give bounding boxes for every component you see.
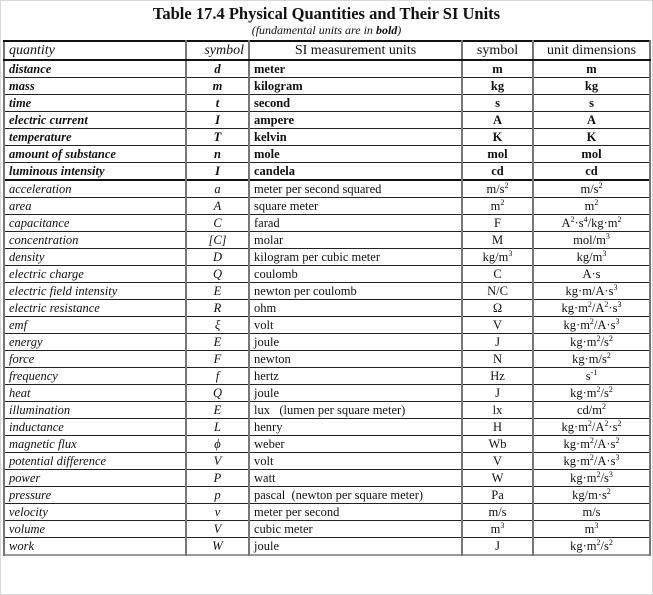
header-symbol: symbol — [186, 41, 249, 60]
cell-unit-dimensions: $kg\cdot m^2/A\cdot s^2$ — [533, 436, 650, 453]
cell-si-unit: joule — [249, 538, 462, 556]
cell-symbol: E — [186, 334, 249, 351]
table-row — [4, 487, 650, 504]
table-row — [4, 95, 650, 112]
cell-unit-symbol: Ω — [462, 300, 533, 317]
cell-unit-dimensions: mol/$m^3$ — [533, 232, 650, 249]
cell-si-unit: pascal (newton per square meter) — [249, 487, 462, 504]
header-unit-symbol: symbol — [462, 41, 533, 60]
cell-si-unit: newton per coulomb — [249, 283, 462, 300]
table-row — [4, 470, 650, 487]
cell-symbol: n — [186, 146, 249, 163]
cell-si-unit: ohm — [249, 300, 462, 317]
cell-symbol: V — [186, 521, 249, 538]
table-row — [4, 198, 650, 215]
cell-unit-symbol: $m^2$ — [462, 198, 533, 215]
cell-quantity: concentration — [4, 232, 186, 249]
cell-si-unit: square meter — [249, 198, 462, 215]
cell-si-unit: mole — [249, 146, 462, 163]
si-units-table — [3, 40, 651, 556]
table-row — [4, 129, 650, 146]
table-body — [4, 60, 650, 555]
header-unit-dimensions: unit dimensions — [533, 41, 650, 60]
table-row — [4, 266, 650, 283]
table-row — [4, 215, 650, 232]
table-row — [4, 385, 650, 402]
header-si-units: SI measurement units — [249, 41, 462, 60]
table-row — [4, 300, 650, 317]
cell-quantity: heat — [4, 385, 186, 402]
cell-quantity: frequency — [4, 368, 186, 385]
cell-unit-dimensions: $kg\cdot m^2/A^2\cdot s^2$ — [533, 419, 650, 436]
cell-si-unit: hertz — [249, 368, 462, 385]
cell-unit-dimensions: A·s — [533, 266, 650, 283]
cell-si-unit: volt — [249, 453, 462, 470]
table-row — [4, 402, 650, 419]
cell-symbol: C — [186, 215, 249, 232]
cell-quantity: force — [4, 351, 186, 368]
cell-unit-dimensions: $kg\cdot m/A\cdot s^3$ — [533, 283, 650, 300]
cell-unit-symbol: A — [462, 112, 533, 129]
cell-symbol: V — [186, 453, 249, 470]
cell-symbol: p — [186, 487, 249, 504]
cell-quantity: electric field intensity — [4, 283, 186, 300]
cell-unit-symbol: Wb — [462, 436, 533, 453]
table-row — [4, 112, 650, 129]
table-subtitle — [0, 23, 653, 37]
cell-quantity: potential difference — [4, 453, 186, 470]
cell-quantity: electric charge — [4, 266, 186, 283]
cell-unit-symbol: V — [462, 453, 533, 470]
cell-unit-symbol: $kg/m^3$ — [462, 249, 533, 266]
cell-si-unit: newton — [249, 351, 462, 368]
table-row — [4, 249, 650, 266]
cell-si-unit: watt — [249, 470, 462, 487]
cell-si-unit: weber — [249, 436, 462, 453]
cell-si-unit: meter per second squared — [249, 180, 462, 198]
cell-symbol: m — [186, 78, 249, 95]
cell-symbol: t — [186, 95, 249, 112]
cell-unit-symbol: K — [462, 129, 533, 146]
cell-unit-symbol: $m^3$ — [462, 521, 533, 538]
cell-unit-dimensions: s — [533, 95, 650, 112]
cell-unit-symbol: m — [462, 60, 533, 78]
cell-unit-symbol: V — [462, 317, 533, 334]
cell-symbol: L — [186, 419, 249, 436]
cell-unit-symbol: s — [462, 95, 533, 112]
cell-si-unit: joule — [249, 385, 462, 402]
cell-si-unit: candela — [249, 163, 462, 181]
cell-symbol: v — [186, 504, 249, 521]
cell-quantity: energy — [4, 334, 186, 351]
cell-unit-symbol: J — [462, 385, 533, 402]
cell-si-unit: cubic meter — [249, 521, 462, 538]
cell-unit-symbol: $m/s^2$ — [462, 180, 533, 198]
table-row — [4, 60, 650, 78]
cell-unit-symbol: W — [462, 470, 533, 487]
cell-quantity: volume — [4, 521, 186, 538]
cell-unit-symbol: mol — [462, 146, 533, 163]
cell-unit-symbol: lx — [462, 402, 533, 419]
subtitle-suffix: ) — [397, 23, 402, 37]
table-row — [4, 317, 650, 334]
cell-si-unit: second — [249, 95, 462, 112]
cell-symbol: ϕ — [186, 436, 249, 453]
cell-unit-dimensions: $kg/m\cdot s^2$ — [533, 487, 650, 504]
cell-quantity: area — [4, 198, 186, 215]
table-row — [4, 232, 650, 249]
cell-unit-symbol: H — [462, 419, 533, 436]
cell-si-unit: kilogram per cubic meter — [249, 249, 462, 266]
cell-quantity: emf — [4, 317, 186, 334]
cell-unit-dimensions: $kg\cdot m^2/A^2\cdot s^3$ — [533, 300, 650, 317]
cell-symbol: R — [186, 300, 249, 317]
cell-quantity: power — [4, 470, 186, 487]
cell-symbol: ξ — [186, 317, 249, 334]
cell-unit-dimensions: $kg\cdot m^2/s^2$ — [533, 334, 650, 351]
cell-quantity: pressure — [4, 487, 186, 504]
cell-unit-dimensions: K — [533, 129, 650, 146]
cell-quantity: inductance — [4, 419, 186, 436]
cell-si-unit: meter per second — [249, 504, 462, 521]
cell-symbol: E — [186, 283, 249, 300]
cell-unit-dimensions: kg — [533, 78, 650, 95]
cell-si-unit: volt — [249, 317, 462, 334]
header-row — [4, 41, 650, 60]
cell-symbol: d — [186, 60, 249, 78]
header-quantity: quantity — [4, 41, 186, 60]
cell-quantity: density — [4, 249, 186, 266]
cell-si-unit: meter — [249, 60, 462, 78]
cell-quantity: amount of substance — [4, 146, 186, 163]
cell-si-unit: farad — [249, 215, 462, 232]
cell-unit-dimensions: $cd/m^2$ — [533, 402, 650, 419]
subtitle-bold: bold — [375, 23, 398, 37]
cell-quantity: luminous intensity — [4, 163, 186, 181]
cell-unit-dimensions: $kg\cdot m^2/A\cdot s^3$ — [533, 317, 650, 334]
cell-symbol: W — [186, 538, 249, 556]
cell-quantity: electric current — [4, 112, 186, 129]
cell-si-unit: kilogram — [249, 78, 462, 95]
cell-unit-symbol: J — [462, 334, 533, 351]
table-row — [4, 521, 650, 538]
cell-si-unit: molar — [249, 232, 462, 249]
table-row — [4, 146, 650, 163]
cell-unit-symbol: cd — [462, 163, 533, 181]
cell-unit-dimensions: mol — [533, 146, 650, 163]
cell-unit-symbol: J — [462, 538, 533, 556]
cell-si-unit: henry — [249, 419, 462, 436]
cell-unit-dimensions: $s^{-1}$ — [533, 368, 650, 385]
cell-quantity: illumination — [4, 402, 186, 419]
table-row — [4, 334, 650, 351]
table-row — [4, 163, 650, 181]
cell-symbol: D — [186, 249, 249, 266]
table-row — [4, 283, 650, 300]
cell-quantity: distance — [4, 60, 186, 78]
cell-si-unit: lux (lumen per square meter) — [249, 402, 462, 419]
cell-symbol: A — [186, 198, 249, 215]
cell-quantity: work — [4, 538, 186, 556]
table-row — [4, 419, 650, 436]
table-row — [4, 78, 650, 95]
cell-quantity: acceleration — [4, 180, 186, 198]
cell-unit-symbol: m/s — [462, 504, 533, 521]
table-row — [4, 436, 650, 453]
cell-unit-dimensions: A — [533, 112, 650, 129]
cell-symbol: I — [186, 163, 249, 181]
cell-unit-dimensions: $kg/m^3$ — [533, 249, 650, 266]
cell-unit-dimensions: m — [533, 60, 650, 78]
cell-unit-symbol: Hz — [462, 368, 533, 385]
cell-unit-dimensions: $m/s^2$ — [533, 180, 650, 198]
table-row — [4, 180, 650, 198]
cell-symbol: Q — [186, 385, 249, 402]
cell-unit-symbol: N — [462, 351, 533, 368]
table-row — [4, 368, 650, 385]
cell-symbol: a — [186, 180, 249, 198]
cell-quantity: time — [4, 95, 186, 112]
cell-symbol: P — [186, 470, 249, 487]
table-row — [4, 351, 650, 368]
cell-symbol: T — [186, 129, 249, 146]
cell-unit-symbol: N/C — [462, 283, 533, 300]
table-row — [4, 538, 650, 556]
cell-unit-dimensions: $kg\cdot m/s^2$ — [533, 351, 650, 368]
cell-quantity: electric resistance — [4, 300, 186, 317]
cell-unit-dimensions: $kg\cdot m^2/s^2$ — [533, 385, 650, 402]
cell-symbol: Q — [186, 266, 249, 283]
cell-symbol: F — [186, 351, 249, 368]
cell-si-unit: ampere — [249, 112, 462, 129]
cell-symbol: I — [186, 112, 249, 129]
cell-unit-symbol: F — [462, 215, 533, 232]
cell-symbol: f — [186, 368, 249, 385]
table-row — [4, 504, 650, 521]
table-title: Table 17.4 Physical Quantities and Their SI Units — [152, 4, 501, 23]
cell-unit-dimensions: m/s — [533, 504, 650, 521]
cell-symbol: [C] — [186, 232, 249, 249]
cell-unit-symbol: C — [462, 266, 533, 283]
cell-unit-dimensions: $kg\cdot m^2/s^3$ — [533, 470, 650, 487]
cell-unit-dimensions: $A^2\cdot s^4/kg\cdot m^2$ — [533, 215, 650, 232]
cell-quantity: temperature — [4, 129, 186, 146]
cell-unit-dimensions: $m^2$ — [533, 198, 650, 215]
cell-unit-dimensions: $m^3$ — [533, 521, 650, 538]
cell-unit-symbol: kg — [462, 78, 533, 95]
cell-quantity: velocity — [4, 504, 186, 521]
cell-si-unit: joule — [249, 334, 462, 351]
cell-si-unit: coulomb — [249, 266, 462, 283]
cell-unit-dimensions: cd — [533, 163, 650, 181]
table-row — [4, 453, 650, 470]
cell-unit-symbol: M — [462, 232, 533, 249]
cell-unit-symbol: Pa — [462, 487, 533, 504]
cell-symbol: E — [186, 402, 249, 419]
cell-quantity: capacitance — [4, 215, 186, 232]
cell-si-unit: kelvin — [249, 129, 462, 146]
cell-unit-dimensions: $kg\cdot m^2/A\cdot s^3$ — [533, 453, 650, 470]
subtitle-prefix: (fundamental units are in — [251, 23, 376, 37]
cell-unit-dimensions: $kg\cdot m^2/s^2$ — [533, 538, 650, 556]
cell-quantity: magnetic flux — [4, 436, 186, 453]
cell-quantity: mass — [4, 78, 186, 95]
